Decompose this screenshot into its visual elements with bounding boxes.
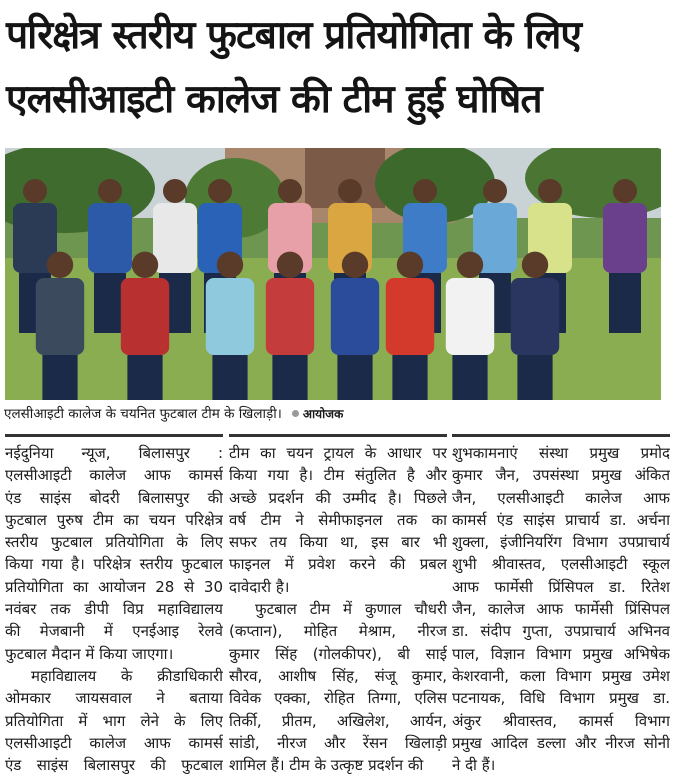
player-figure <box>331 278 379 355</box>
player-figure <box>206 278 254 355</box>
article-line: फुटबाल टीम में कुणाल चौधरी <box>255 600 447 619</box>
article-line: एलसीआइटी कालेज आफ कामर्स <box>5 466 223 485</box>
article-line: डा. संदीप गुप्ता, उपप्राचार्य अभिनव <box>452 622 670 641</box>
article-line: की मेजबानी में एनईआइ रेलवे <box>5 622 223 641</box>
photo-caption <box>4 404 343 422</box>
photo-credit: आयोजक <box>302 407 344 421</box>
article-column-1 <box>5 434 223 776</box>
team-photo-illustration <box>5 148 661 400</box>
article-line: वर्ष टीम ने सेमीफाइनल तक का <box>229 510 447 529</box>
article-line: शामिल हैं। टीम के उत्कृष्ट प्रदर्शन की <box>229 756 424 775</box>
article-line: एंड साइंस बिलासपुर की फुटबाल <box>5 756 223 775</box>
article-line: शुभकामनाएं संस्था प्रमुख प्रमोद <box>452 444 670 462</box>
article-line: सांडी, नीरज और रेंसन खिलाड़ी <box>229 733 447 752</box>
player-figure <box>446 278 494 355</box>
team-photo <box>5 148 661 400</box>
article-line: किया गया है। टीम संतुलित है और <box>229 466 447 485</box>
article-line: जैन, कालेज आफ फार्मेसी प्रिंसिपल <box>452 600 670 619</box>
article-line: (कप्तान), मोहित मेश्राम, नीरज <box>229 622 447 641</box>
player-figure <box>121 278 169 355</box>
article-line: महाविद्यालय के क्रीडाधिकारी <box>31 666 223 685</box>
article-line: कुमार जैन, उपसंस्था प्रमुख अंकित <box>452 466 670 485</box>
article-line: स्तरीय फुटबाल प्रतियोगिता के लिए <box>5 533 223 552</box>
article-line: नवंबर तक डीपी विप्र महाविद्यालय <box>5 600 223 619</box>
article-line: पटनायक, विधि विभाग प्रमुख डा. <box>452 689 670 708</box>
player-figure <box>511 278 559 355</box>
article-line: विवेक एक्का, रोहित तिग्गा, एलिस <box>229 689 447 708</box>
player-figure <box>266 278 314 355</box>
article-line: फुटबाल पुरुष टीम का चयन परिक्षेत्र <box>5 510 223 529</box>
article-line: किया गया है। परिक्षेत्र स्तरीय फुटबाल <box>5 555 223 574</box>
headline <box>6 4 671 132</box>
caption-text: एलसीआइटी कालेज के चयनित फुटबाल टीम के खिलाड़ी। <box>4 406 282 422</box>
article-column-3 <box>452 434 670 776</box>
player-figure <box>88 203 132 273</box>
article-line: अच्छे प्रदर्शन की उम्मीद है। पिछले <box>229 488 447 507</box>
article-line: एलसीआइटी कालेज आफ कामर्स <box>5 733 223 752</box>
article-line: सफर तय किया था, इस बार भी <box>229 533 447 552</box>
article-line: ओमकार जायसवाल ने बताया <box>5 689 223 708</box>
article-line: प्रतियोगिता में भाग लेने के लिए <box>5 711 223 730</box>
headline-line-2: एलसीआइटी कालेज की टीम हुई घोषित <box>6 77 542 122</box>
article-line: शुभी श्रीवास्तव, एलसीआइटी स्कूल <box>452 555 670 574</box>
headline-line-1: परिक्षेत्र स्तरीय फुटबाल प्रतियोगिता के लिए <box>6 13 581 58</box>
article-line: अंकुर श्रीवास्तव, कामर्स विभाग <box>452 711 670 730</box>
article-line: सौरव, आशीष सिंह, संजू कुमार, <box>229 666 447 685</box>
article-line: ने दी हैं। <box>452 756 496 775</box>
article-line: जैन, एलसीआइटी कालेज आफ <box>452 488 670 507</box>
player-figure <box>386 278 434 355</box>
article-line: प्रतियोगिता का आयोजन 28 से 30 <box>5 577 223 596</box>
article-line: कामर्स एंड साइंस प्राचार्य डा. अर्चना <box>452 510 670 529</box>
article-line: शुक्ला, इंजीनियरिंग विभाग उपप्राचार्य <box>452 533 670 552</box>
article-line: टीम का चयन ट्रायल के आधार पर <box>229 444 447 462</box>
player-figure <box>153 203 197 273</box>
article-line: तिर्की, प्रीतम, अखिलेश, आर्यन, <box>229 711 447 730</box>
article-line: फाइनल में प्रवेश करने की प्रबल <box>229 555 447 574</box>
player-figure <box>603 203 647 273</box>
article-column-2 <box>229 434 447 776</box>
article-line: आफ फार्मेसी प्रिंसिपल डा. रितेश <box>452 577 670 596</box>
article-line: कुमार सिंह (गोलकीपर), बी साई <box>229 644 447 663</box>
article-line: केशरवानी, कला विभाग प्रमुख उमेश <box>452 666 670 685</box>
article-line: दावेदारी है। <box>229 577 290 596</box>
bullet-icon <box>292 410 299 417</box>
article-line: एंड साइंस बोदरी बिलासपुर की <box>5 488 223 507</box>
article-line: पाल, विज्ञान विभाग प्रमुख अभिषेक <box>452 644 670 663</box>
article-line: प्रमुख आदिल डल्ला और नीरज सोनी <box>452 733 670 752</box>
article-line: नईदुनिया न्यूज, बिलासपुर : <box>5 444 223 462</box>
player-figure <box>36 278 84 355</box>
article-line: फुटबाल मैदान में किया जाएगा। <box>5 644 174 663</box>
